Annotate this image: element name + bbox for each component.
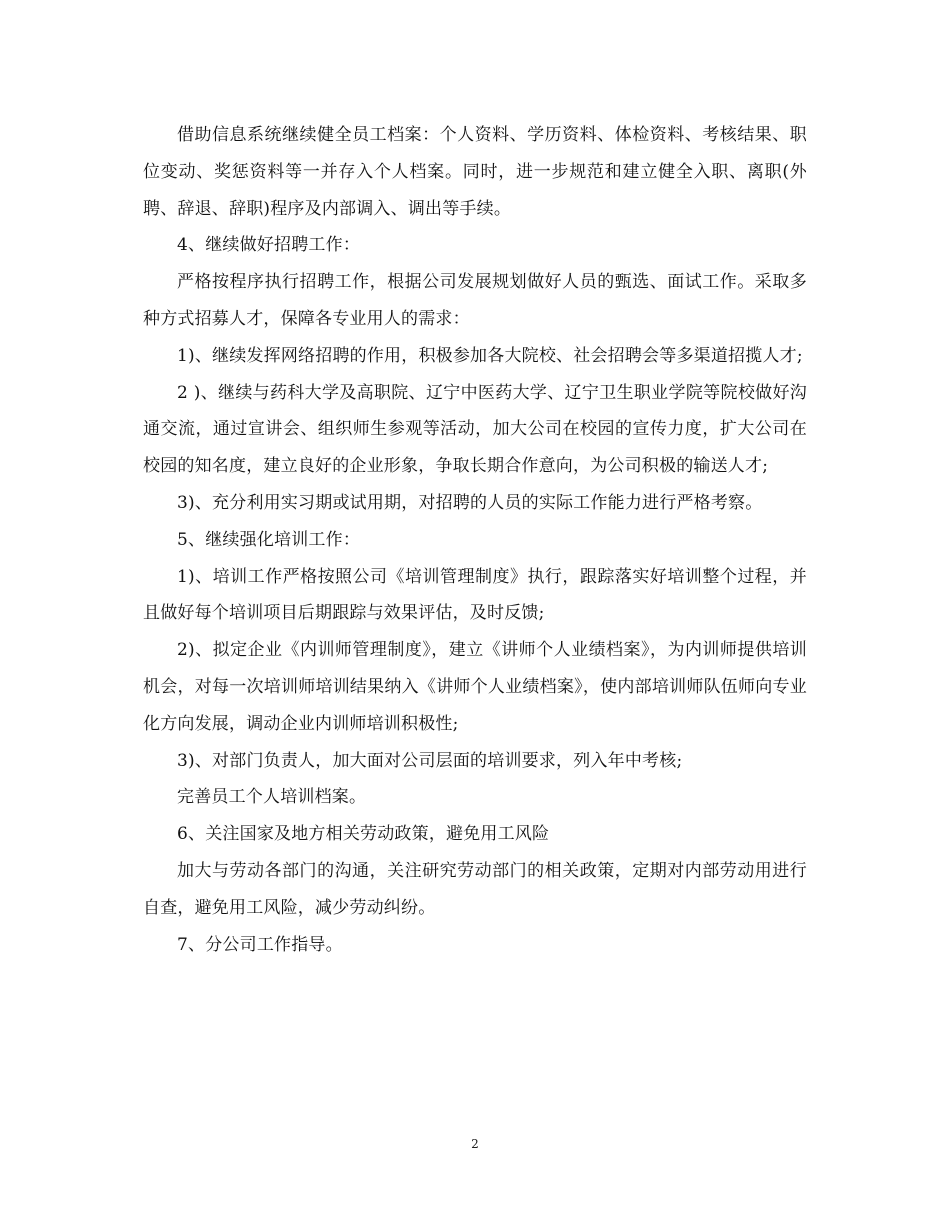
page-number: 2 — [471, 1137, 479, 1151]
paragraph-recruitment-intro: 严格按程序执行招聘工作，根据公司发展规划做好人员的甄选、面试工作。采取多种方式招募人才，保障各专业用人的需求： — [143, 272, 807, 329]
paragraph-training-item-3: 3)、对部门负责人，加大面对公司层面的培训要求，列入年中考核; — [177, 750, 683, 771]
heading-labor-policy: 6、关注国家及地方相关劳动政策，避免用工风险 — [177, 824, 550, 845]
heading-branch-guidance: 7、分公司工作指导。 — [177, 934, 343, 955]
paragraph-training-item-2: 2)、拟定企业《内训师管理制度》，建立《讲师个人业绩档案》，为内训师提供培训机会，对每一次培训师培训结果纳入《讲师个人业绩档案》，使内部培训师队伍师向专业化方向发展，调动企业内训师培训积极性; — [143, 640, 807, 734]
paragraph-labor-policy: 加大与劳动各部门的沟通，关注研究劳动部门的相关政策，定期对内部劳动用进行自查，避免用工风险，减少劳动纠纷。 — [143, 860, 807, 918]
document-body — [143, 117, 807, 963]
heading-training: 5、继续强化培训工作： — [177, 529, 361, 550]
heading-recruitment: 4、继续做好招聘工作： — [177, 235, 361, 256]
paragraph-archive: 借助信息系统继续健全员工档案：个人资料、学历资料、体检资料、考核结果、职位变动、奖惩资料等一并存入个人档案。同时，进一步规范和建立健全入职、离职(外聘、辞退、辞职)程序及内部调入、调出等手续。 — [143, 125, 807, 219]
paragraph-recruitment-item-1: 1)、继续发挥网络招聘的作用，积极参加各大院校、社会招聘会等多渠道招揽人才; — [177, 345, 803, 366]
paragraph-training-item-1: 1)、培训工作严格按照公司《培训管理制度》执行，跟踪落实好培训整个过程，并且做好每个培训项目后期跟踪与效果评估，及时反馈; — [143, 566, 807, 624]
paragraph-training-archive: 完善员工个人培训档案。 — [177, 787, 367, 808]
paragraph-recruitment-item-2: 2 )、继续与药科大学及高职院、辽宁中医药大学、辽宁卫生职业学院等院校做好沟通交流，通过宣讲会、组织师生参观等活动，加大公司在校园的宣传力度，扩大公司在校园的知名度，建立良好的企业形象，争取长期合作意向，为公司积极的输送人才; — [143, 382, 807, 477]
paragraph-recruitment-item-3: 3)、充分利用实习期或试用期，对招聘的人员的实际工作能力进行严格考察。 — [177, 492, 763, 513]
